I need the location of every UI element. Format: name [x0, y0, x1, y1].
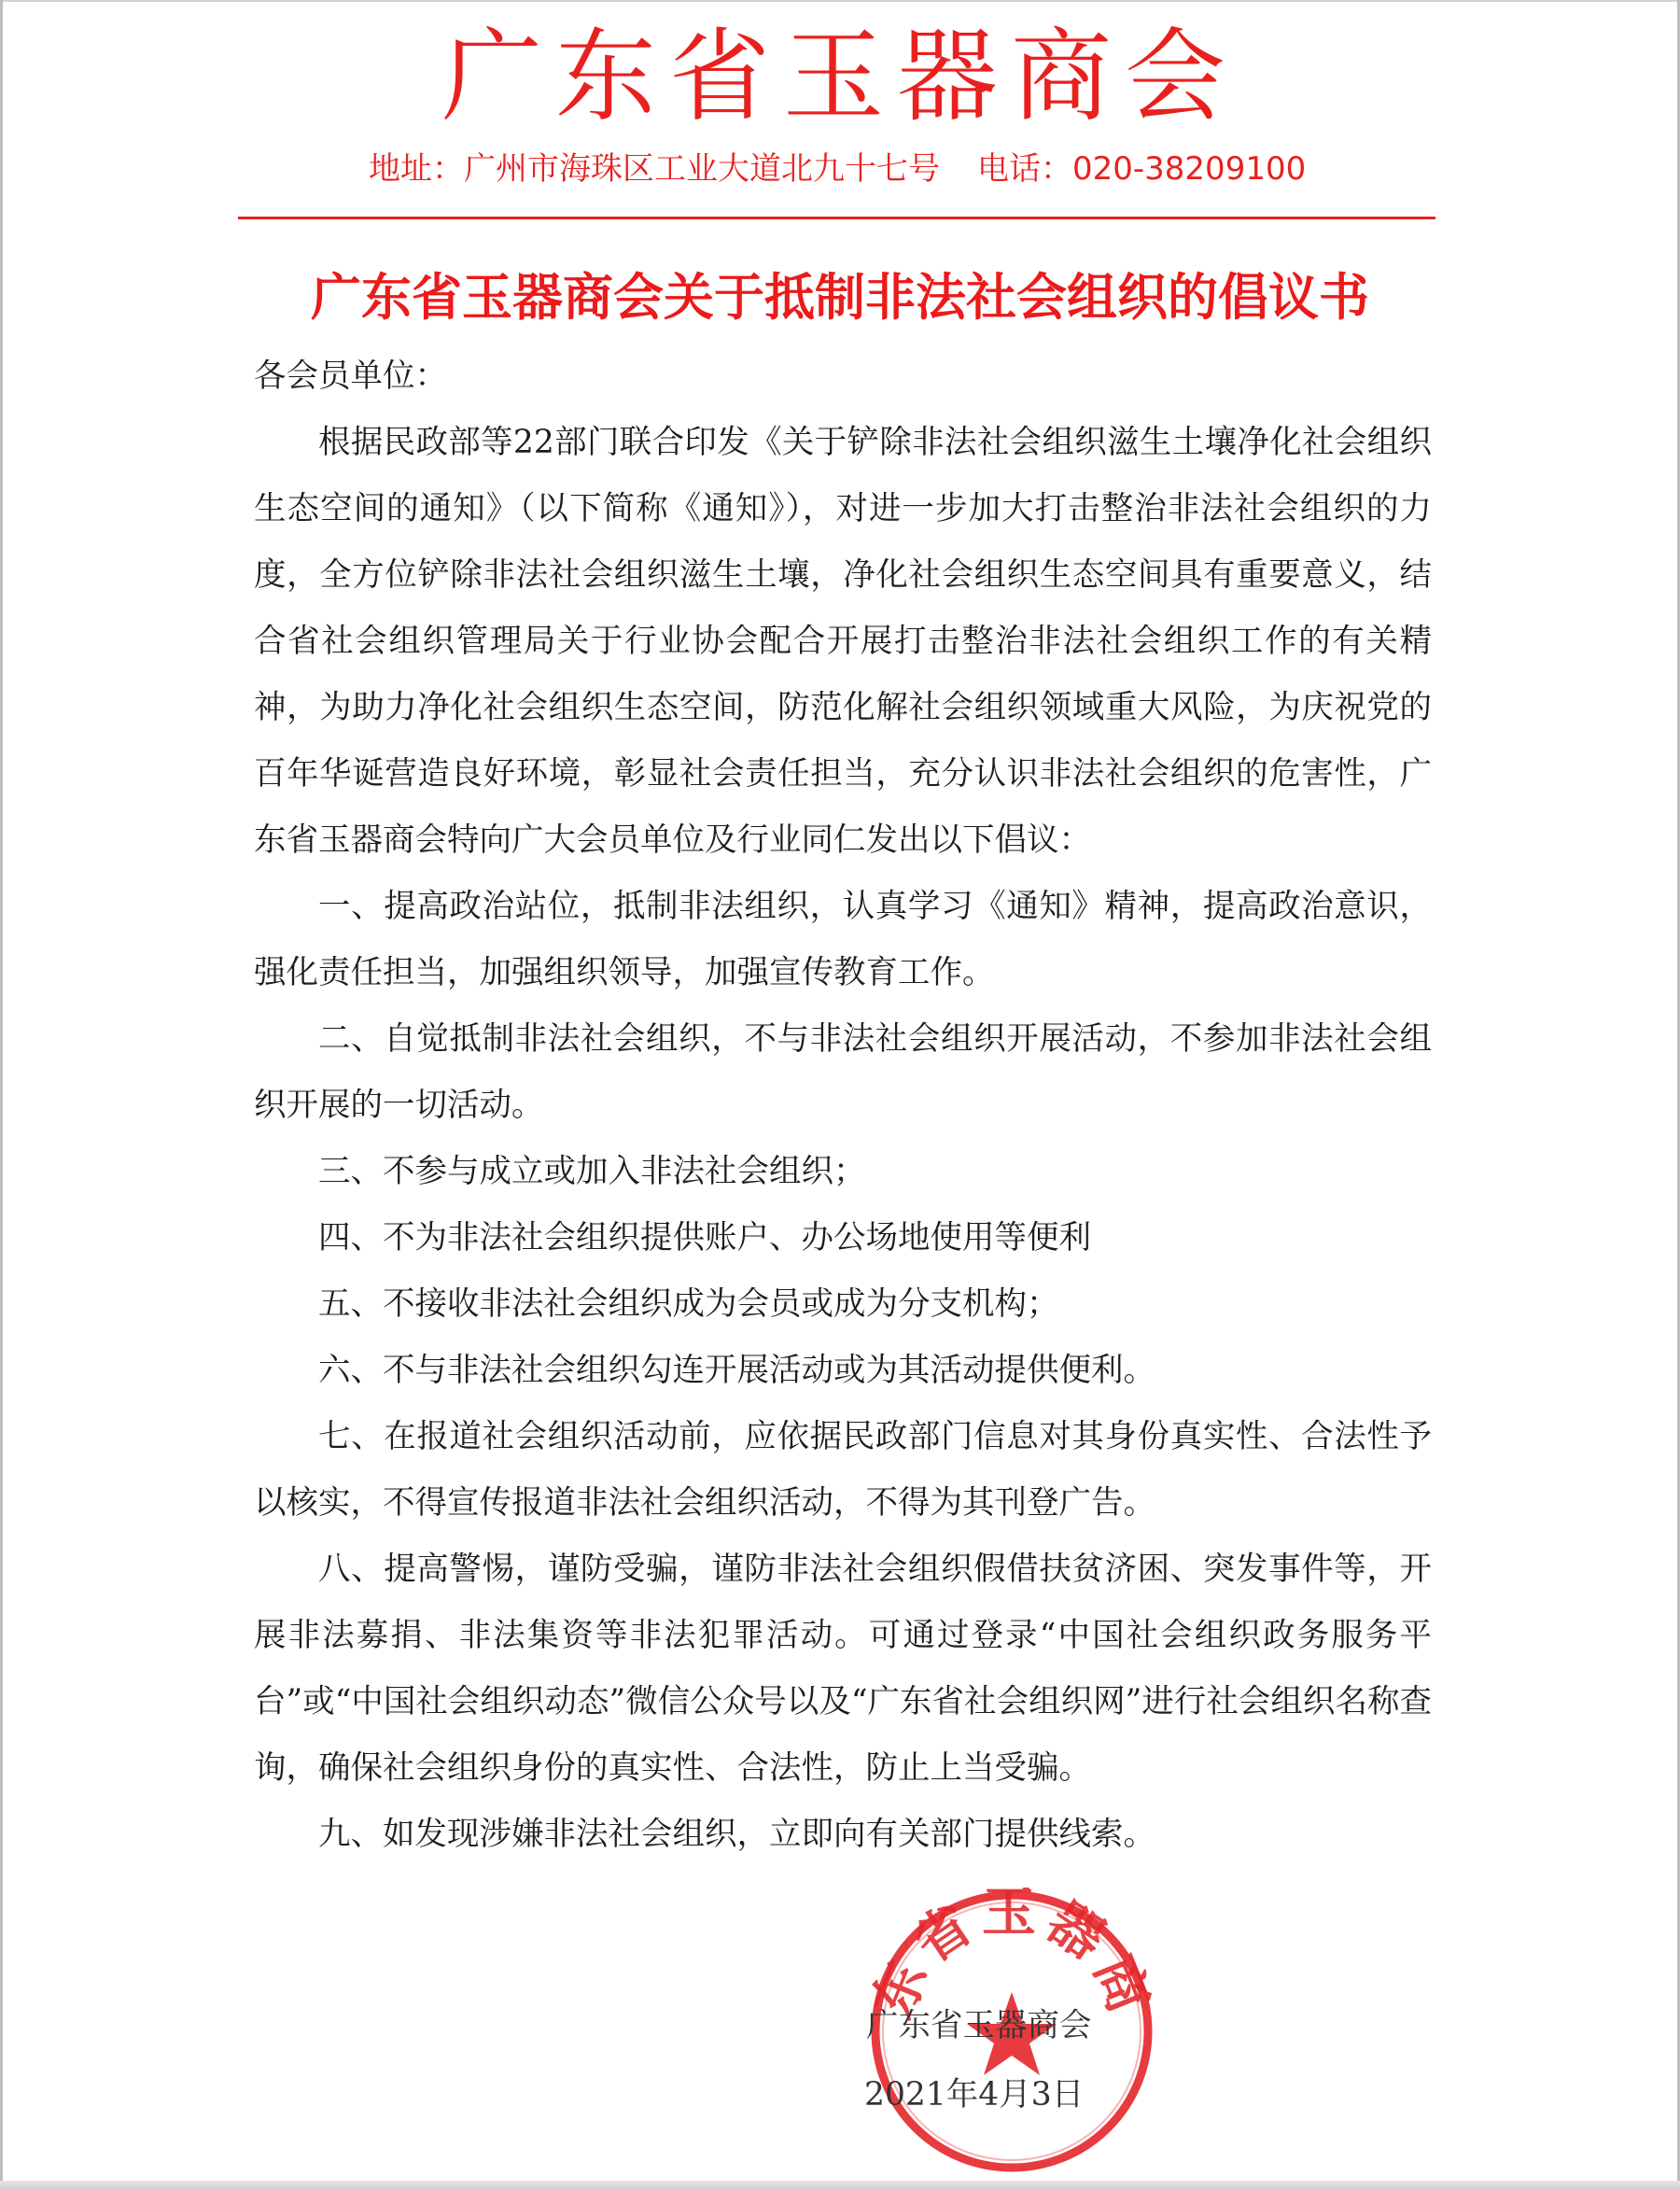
signature-date: 2021年4月3日: [864, 2076, 1085, 2113]
page-frame-top: [0, 0, 1680, 2]
paragraph-item-1: 一、提高政治站位，抵制非法组织，认真学习《通知》精神，提高政治意识，强化责任担当，加强组织领导，加强宣传教育工作。: [254, 888, 1432, 991]
document-title: 广东省玉器商会关于抵制非法社会组织的倡议书: [311, 268, 1369, 327]
letterhead-phone: 电话：020-38209100: [977, 150, 1307, 188]
paragraph-item-8: 八、提高警惕，谨防受骗，谨防非法社会组织假借扶贫济困、突发事件等，开展非法募捐、非法集资等非法犯罪活动。可通过登录“中国社会组织政务服务平台”或“中国社会组织动态”微信公众号以及“广东省社会组织网”进行社会组织名称查询，确保社会组织身份的真实性、合法性，防止上当受骗。: [254, 1551, 1432, 1787]
page-bottom-edge: [0, 2181, 1680, 2190]
paragraph-item-7: 七、在报道社会组织活动前，应依据民政部门信息对其身份真实性、合法性予以核实，不得宣传报道非法社会组织活动，不得为其刊登广告。: [254, 1418, 1432, 1522]
paragraph-item-5: 五、不接收非法社会组织成为会员或成为分支机构；: [318, 1285, 1059, 1323]
seal-text: 东省玉器商: [868, 1888, 1155, 2027]
salutation: 各会员单位：: [254, 358, 447, 395]
letterhead-contact: [369, 149, 1339, 189]
paragraph-item-4: 四、不为非法社会组织提供账户、办公场地使用等便利: [318, 1219, 1091, 1256]
signature-org: 广东省玉器商会: [866, 2007, 1092, 2044]
letterhead-address: 地址：广州市海珠区工业大道北九十七号: [369, 150, 940, 188]
paragraph-item-3: 三、不参与成立或加入非法社会组织；: [318, 1153, 866, 1190]
letterhead-divider: [238, 217, 1435, 219]
letterhead-org-name: 广东省玉器商会: [441, 19, 1239, 135]
paragraph-item-9: 九、如发现涉嫌非法社会组织，立即向有关部门提供线索。: [318, 1816, 1155, 1853]
paragraph-intro: 根据民政部等22部门联合印发《关于铲除非法社会组织滋生土壤净化社会组织生态空间的通知》（以下简称《通知》），对进一步加大打击整治非法社会组织的力度，全方位铲除非法社会组织滋生土壤，净化社会组织生态空间具有重要意义，结合省社会组织管理局关于行业协会配合开展打击整治非法社会组织工作的有关精神，为助力净化社会组织生态空间，防范化解社会组织领域重大风险，为庆祝党的百年华诞营造良好环境，彰显社会责任担当，充分认识非法社会组织的危害性，广东省玉器商会特向广大会员单位及行业同仁发出以下倡议：: [254, 424, 1432, 859]
paragraph-item-2: 二、自觉抵制非法社会组织，不与非法社会组织开展活动，不参加非法社会组织开展的一切活动。: [254, 1020, 1432, 1124]
document-body: [254, 344, 1432, 1868]
paragraph-item-6: 六、不与非法社会组织勾连开展活动或为其活动提供便利。: [318, 1352, 1155, 1389]
